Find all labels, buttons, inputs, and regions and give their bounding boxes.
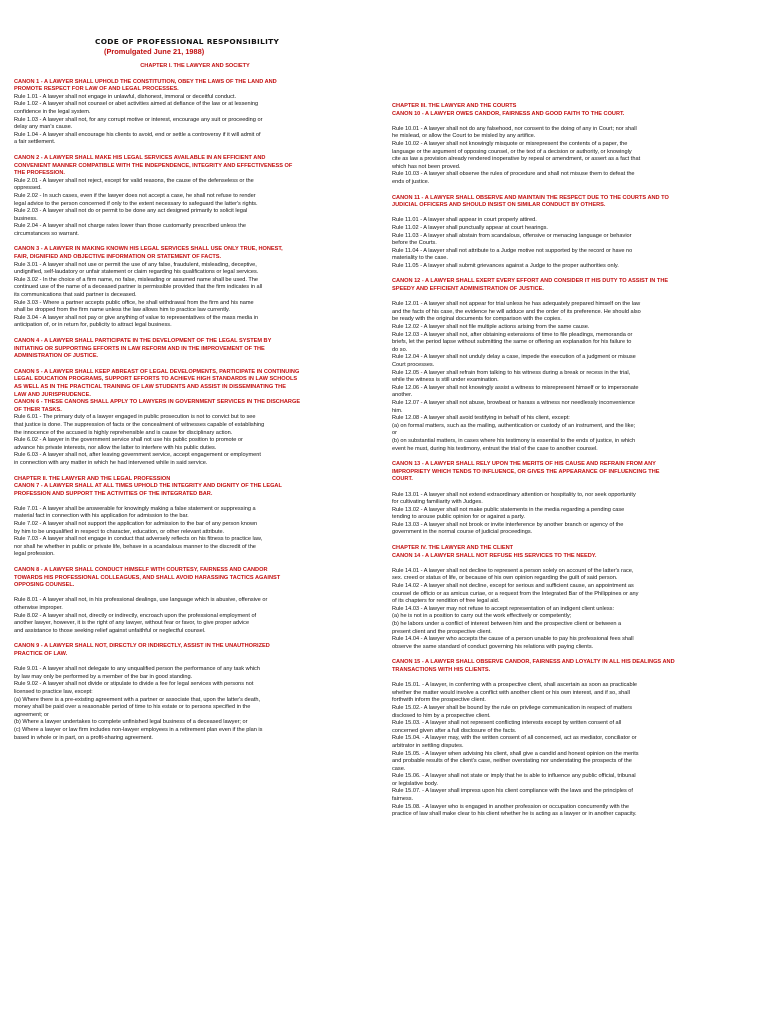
- rule-text: Rule 15.03. - A lawyer shall not represent conflicting interests except by written consent of all: [392, 720, 622, 727]
- rule-text: Rule 9.01 - A lawyer shall not delegate to any unqualified person the performance of any task which: [14, 666, 260, 673]
- rule-text: ends of justice.: [392, 178, 430, 185]
- canon-section: [392, 195, 754, 271]
- rule-text: [14, 498, 376, 506]
- rule-text: Rule 13.02 - A lawyer shall not make public statements in the media regarding a pending case: [392, 506, 625, 513]
- rule-text: arbitrator in settling disputes.: [392, 742, 464, 749]
- rule-text: Rule 14.02 - A lawyer shall not decline, except for serious and sufficient cause, an appointment as: [392, 583, 634, 590]
- rule-text: Rule 8.02 - A lawyer shall not, directly or indirectly, encroach upon the professional employment of: [14, 612, 257, 619]
- rule-text: concerned given after a full disclosure of the facts.: [392, 727, 517, 734]
- section-heading: CANON 11 - A LAWYER SHALL OBSERVE AND MAINTAIN THE RESPECT DUE TO THE COURTS AND TO: [392, 194, 669, 201]
- rule-text: Rule 11.04 - A lawyer shall not attribute to a Judge motive not supported by the record or have no: [392, 247, 633, 254]
- rule-text: in connection with any matter in which he had intervened while in said service.: [14, 459, 208, 466]
- rule-text: disclosed to him by a prospective client.: [392, 712, 491, 719]
- rule-text: material fact in connection with his application for admission to the bar.: [14, 513, 189, 520]
- rule-text: Rule 14.01 - A lawyer shall not decline to represent a person solely on account of the latter's race,: [392, 567, 634, 574]
- rule-text: Rule 2.01 - A lawyer shall not reject, except for valid reasons, the cause of the defenseless or the: [14, 177, 254, 184]
- rule-text: by law may only be performed by a member of the bar in good standing.: [14, 673, 193, 680]
- rule-text: Rule 13.03 - A lawyer shall not brook or invite interference by another branch or agency of the: [392, 521, 624, 528]
- rule-text: for cultivating familiarity with Judges.: [392, 499, 483, 506]
- rule-text: oppressed.: [14, 185, 42, 192]
- rule-text: (b) Where a lawyer undertakes to complete unfinished legal business of a deceased lawyer; or: [14, 719, 248, 726]
- rule-text: shall be dropped from the firm name unless the law allows him to practice law currently.: [14, 307, 230, 314]
- canon-section: [392, 545, 754, 651]
- rule-text: Rule 11.03 - A lawyer shall abstain from scandalous, offensive or menacing language or behavior: [392, 232, 632, 239]
- canon-section: [392, 278, 754, 453]
- rule-text: advance his private interests, nor allow the latter to interfere with his public duties.: [14, 444, 217, 451]
- rule-text: Rule 6.02 - A lawyer in the government service shall not use his public position to promote or: [14, 437, 243, 444]
- right-column: [392, 103, 754, 827]
- section-heading: CANON 1 - A LAWYER SHALL UPHOLD THE CONSTITUTION, OBEY THE LAWS OF THE LAND AND: [14, 78, 277, 85]
- rule-text: and the facts of his case, the evidence he will adduce and the order of its preference. He should also: [392, 308, 641, 315]
- rule-text: Rule 11.01 - A lawyer shall appear in court properly attired.: [392, 217, 537, 224]
- rule-text: Rule 6.01 - The primary duty of a lawyer engaged in public prosecution is not to convict but to see: [14, 414, 256, 421]
- section-heading: FAIR, DIGNIFIED AND OBJECTIVE INFORMATION OR STATEMENT OF FACTS.: [14, 254, 222, 261]
- section-heading: CANON 6 - THESE CANONS SHALL APPLY TO LAWYERS IN GOVERNMENT SERVICES IN THE DISCHARGE: [14, 399, 301, 406]
- rule-text: Rule 15.04. - A lawyer may, with the written consent of all concerned, act as mediator, conciliator or: [392, 735, 637, 742]
- rule-text: Rule 12.04 - A lawyer shall not unduly delay a case, impede the execution of a judgment or misuse: [392, 354, 636, 361]
- canon-section: [14, 79, 376, 147]
- rule-text: Rule 3.02 - In the choice of a firm name, no false, misleading or assumed name shall be used. The: [14, 276, 258, 283]
- canon-section: [14, 567, 376, 635]
- rule-text: [392, 484, 754, 492]
- rule-text: continued use of the name of a deceased partner is permissible provided that the firm indicates in all: [14, 284, 263, 291]
- rule-text: do so.: [392, 346, 408, 353]
- section-heading: LEGAL EDUCATION PROGRAMS, SUPPORT EFFORTS TO ACHIEVE HIGH STANDARDS IN LAW SCHOOLS: [14, 376, 298, 383]
- rule-text: (a) on formal matters, such as the mailing, authentication or custody of an instrument, and the like;: [392, 422, 636, 429]
- section-heading: CHAPTER I. THE LAWYER AND SOCIETY: [140, 63, 250, 69]
- section-heading: TOWARDS HIS PROFESSIONAL COLLEAGUES, AND SHALL AVOID HARASSING TACTICS AGAINST: [14, 574, 281, 581]
- canon-section: [14, 155, 376, 239]
- rule-text: Rule 12.08 - A lawyer shall avoid testifying in behalf of his client, except:: [392, 415, 570, 422]
- rule-text: present client and the prospective client.: [392, 628, 492, 635]
- rule-text: a fair settlement.: [14, 139, 56, 146]
- rule-text: he mislead, or allow the Court to be misled by any artifice.: [392, 133, 536, 140]
- rule-text: undignified, self-laudatory or unfair statement or claim regarding his qualifications or legal services.: [14, 269, 259, 276]
- rule-text: Rule 3.03 - Where a partner accepts public office, he shall withdrawal from the firm and his name: [14, 299, 254, 306]
- section-heading: CANON 13 - A LAWYER SHALL RELY UPON THE MERITS OF HIS CAUSE AND REFRAIN FROM ANY: [392, 461, 656, 468]
- rule-text: delay any man's cause.: [14, 124, 73, 131]
- section-heading: ADMINISTRATION OF JUSTICE.: [14, 353, 99, 360]
- rule-text: Court processes.: [392, 362, 435, 368]
- rule-text: Rule 11.05 - A lawyer shall submit grievances against a Judge to the proper authorities only.: [392, 262, 619, 269]
- section-heading: LAW AND JURISPRUDENCE.: [14, 391, 91, 398]
- canon-section: [14, 476, 376, 560]
- section-heading: TRANSACTIONS WITH HIS CLIENTS.: [392, 666, 491, 673]
- rule-text: Rule 6.03 - A lawyer shall not, after leaving government service, accept engagement or employment: [14, 452, 261, 459]
- rule-text: cite as law a provision already rendered inoperative by repeal or amendment, or assert as a fact that: [392, 156, 641, 163]
- section-heading: JUDICIAL OFFICERS AND SHOULD INSIST ON SIMILAR CONDUCT BY OTHERS.: [392, 202, 606, 209]
- rule-text: nor shall he whether in public or private life, behave in a scandalous manner to the discredit of the: [14, 543, 256, 550]
- rule-text: legal profession.: [14, 551, 55, 558]
- rule-text: based in whole or in part, on a profit-sharing agreement.: [14, 734, 153, 741]
- rule-text: briefs, let the period lapse without submitting the same or offering an explanation for his failure to: [392, 339, 632, 346]
- rule-text: [392, 210, 754, 218]
- rule-text: Rule 2.03 - A lawyer shall not do or permit to be done any act designed primarily to solicit legal: [14, 208, 248, 215]
- rule-text: [14, 590, 376, 598]
- rule-text: Rule 12.01 - A lawyer shall not appear for trial unless he has adequately prepared himself on the law: [392, 301, 641, 308]
- rule-text: tending to arouse public opinion for or against a party.: [392, 514, 525, 521]
- section-heading: CHAPTER IV. THE LAWYER AND THE CLIENT: [392, 545, 514, 552]
- canon-section: [14, 246, 376, 330]
- rule-text: Rule 15.07. - A lawyer shall impress upon his client compliance with the laws and the principles of: [392, 788, 633, 795]
- rule-text: be ready with the original documents for comparison with the copies.: [392, 316, 562, 323]
- rule-text: Rule 11.02 - A lawyer shall punctually appear at court hearings.: [392, 224, 548, 231]
- rule-text: before the Courts.: [392, 240, 437, 247]
- document-subtitle: (Promulgated June 21, 1988): [104, 47, 205, 56]
- rule-text: counsel de officio or as amicus curiae, or a request from the Integrated Bar of the Philippines or any: [392, 590, 639, 597]
- rule-text: Rule 15.08. - A lawyer who is engaged in another profession or occupation concurrently with the: [392, 803, 629, 810]
- section-heading: CANON 3 - A LAWYER IN MAKING KNOWN HIS LEGAL SERVICES SHALL USE ONLY TRUE, HONEST,: [14, 246, 283, 253]
- canon-section: [392, 461, 754, 537]
- rule-text: Rule 10.01 - A lawyer shall not do any falsehood, nor consent to the doing of any in Court; nor shall: [392, 125, 637, 132]
- rule-text: Rule 15.01. - A lawyer, in conferring with a prospective client, shall ascertain as soon as practicable: [392, 682, 638, 689]
- rule-text: circumstances so warrant.: [14, 230, 79, 237]
- rule-text: licensed to practice law, except:: [14, 688, 93, 695]
- rule-text: Rule 12.02 - A lawyer shall not file multiple actions arising from the same cause.: [392, 324, 590, 331]
- section-heading: CHAPTER II. THE LAWYER AND THE LEGAL PROFESSION: [14, 475, 171, 482]
- rule-text: the innocence of the accused is highly reprehensible and is cause for disciplinary action.: [14, 429, 233, 436]
- rule-text: Rule 2.04 - A lawyer shall not charge rates lower than those customarily prescribed unless the: [14, 223, 246, 230]
- rule-text: Rule 12.07 - A lawyer shall not abuse, browbeat or harass a witness nor needlessly inconvenience: [392, 399, 635, 406]
- rule-text: event he must, during his testimony, entrust the trial of the case to another counsel.: [392, 445, 598, 452]
- section-heading: CANON 4 - A LAWYER SHALL PARTICIPATE IN THE DEVELOPMENT OF THE LEGAL SYSTEM BY: [14, 338, 272, 344]
- rule-text: (a) he is not in a position to carry out the work effectively or competently;: [392, 613, 572, 620]
- rule-text: Rule 1.03 - A lawyer shall not, for any corrupt motive or interest, encourage any suit or proceeding or: [14, 116, 263, 123]
- rule-text: Rule 7.02 - A lawyer shall not support the application for admission to the bar of any person known: [14, 521, 258, 528]
- rule-text: money shall be paid over a reasonable period of time to his estate or to persons specified in the: [14, 704, 251, 711]
- section-heading: CANON 8 - A LAWYER SHALL CONDUCT HIMSELF WITH COURTESY, FAIRNESS AND CANDOR: [14, 567, 268, 574]
- rule-text: Rule 3.04 - A lawyer shall not pay or give anything of value to representatives of the mass media in: [14, 314, 259, 321]
- rule-text: Rule 12.03 - A lawyer shall not, after obtaining extensions of time to file pleadings, memoranda or: [392, 331, 633, 338]
- rule-text: its communications that said partner is deceased.: [14, 292, 137, 299]
- rule-text: case.: [392, 765, 406, 772]
- rule-text: [392, 294, 754, 302]
- rule-text: legal advice to the person concerned if only to the extent necessary to safeguard the latter's rights.: [14, 200, 258, 207]
- rule-text: confidence in the legal system.: [14, 108, 91, 115]
- section-heading: CANON 7 - A LAWYER SHALL AT ALL TIMES UPHOLD THE INTEGRITY AND DIGNITY OF THE LEGAL: [14, 483, 282, 490]
- section-heading: PRACTICE OF LAW.: [14, 650, 68, 657]
- rule-text: Rule 3.01 - A lawyer shall not use or permit the use of any false, fraudulent, misleading, deceptive,: [14, 261, 257, 268]
- section-heading: PROMOTE RESPECT FOR LAW OF AND LEGAL PROCESSES.: [14, 86, 179, 93]
- rule-text: another.: [392, 392, 413, 399]
- section-heading: CANON 10 - A LAWYER OWES CANDOR, FAIRNESS AND GOOD FAITH TO THE COURT.: [392, 110, 625, 117]
- rule-text: by him to be unqualified in respect to character, education, or other relevant attribute.: [14, 528, 225, 535]
- rule-text: Rule 15.02.- A lawyer shall be bound by the rule on privilege communication in respect of matters: [392, 704, 633, 711]
- section-heading: OPPOSING COUNSEL.: [14, 582, 75, 589]
- rule-text: business.: [14, 215, 38, 222]
- rule-text: [392, 118, 754, 126]
- section-heading: THE PROFESSION.: [14, 170, 65, 177]
- section-heading: CANON 9 - A LAWYER SHALL NOT, DIRECTLY OR INDIRECTLY, ASSIST IN THE UNAUTHORIZED: [14, 643, 270, 650]
- section-heading: CANON 2 - A LAWYER SHALL MAKE HIS LEGAL SERVICES AVAILABLE IN AN EFFICIENT AND: [14, 154, 266, 161]
- rule-text: Rule 1.02 - A lawyer shall not counsel or abet activities aimed at defiance of the law or at lessening: [14, 101, 259, 108]
- section-heading: CANON 15 - A LAWYER SHALL OBSERVE CANDOR, FAIRNESS AND LOYALTY IN ALL HIS DEALINGS AND: [392, 659, 675, 666]
- rule-text: Rule 15.05. - A lawyer when advising his client, shall give a candid and honest opinion on the merits: [392, 750, 639, 757]
- rule-text: (a) Where there is a pre-existing agreement with a partner or associate that, upon the latter's death,: [14, 696, 261, 703]
- rule-text: or legislative body.: [392, 780, 438, 787]
- rule-text: forthwith inform the prospective client.: [392, 697, 486, 704]
- rule-text: language or the argument of opposing counsel, or the text of a decision or authority, or knowingly: [392, 148, 632, 155]
- rule-text: (b) he labors under a conflict of interest between him and the prospective client or between a: [392, 621, 622, 627]
- rule-text: Rule 10.02 - A lawyer shall not knowingly misquote or misrepresent the contents of a paper, the: [392, 140, 628, 147]
- canon-section: [392, 659, 754, 818]
- rule-text: practice of law shall make clear to his client whether he is acting as a lawyer or in another capacity.: [392, 811, 637, 818]
- section-heading: SPEEDY AND EFFICIENT ADMINISTRATION OF JUSTICE.: [392, 286, 544, 293]
- rule-text: fairness.: [392, 796, 414, 803]
- rule-text: and assistance to those seeking relief against unfaithful or neglectful counsel.: [14, 627, 206, 634]
- rule-text: and probable results of the client's case, neither overstating nor understating the prospects of the: [392, 758, 632, 765]
- rule-text: Rule 7.01 - A lawyer shall be answerable for knowingly making a false statement or suppressing a: [14, 505, 256, 512]
- rule-text: [14, 659, 376, 667]
- left-column: [14, 63, 376, 750]
- section-heading: INITIATING OR SUPPORTING EFFORTS IN LAW REFORM AND IN THE IMPROVEMENT OF THE: [14, 345, 265, 352]
- section-heading: OF THEIR TASKS.: [14, 406, 62, 413]
- section-heading: AS WELL AS IN THE PRACTICAL TRAINING OF LAW STUDENTS AND ASSIST IN DISSEMINATING THE: [14, 383, 286, 390]
- section-heading: CONVENIENT MANNER COMPATIBLE WITH THE INDEPENDENCE, INTEGRITY AND EFFECTIVENESS OF: [14, 162, 293, 169]
- rule-text: Rule 14.04 - A lawyer who accepts the cause of a person unable to pay his professional fees shall: [392, 636, 634, 643]
- rule-text: agreement; or: [14, 711, 49, 718]
- rule-text: otherwise improper.: [14, 605, 63, 611]
- section-heading: CANON 5 - A LAWYER SHALL KEEP ABREAST OF LEGAL DEVELOPMENTS, PARTICIPATE IN CONTINUING: [14, 368, 300, 375]
- rule-text: while the witness is still under examination.: [392, 377, 499, 384]
- rule-text: Rule 9.02 - A lawyer shall not divide or stipulate to divide a fee for legal services with persons not: [14, 681, 254, 688]
- rule-text: Rule 1.04 - A lawyer shall encourage his clients to avoid, end or settle a controversy if it will admit of: [14, 131, 261, 138]
- rule-text: Rule 2.02 - In such cases, even if the lawyer does not accept a case, he shall not refuse to render: [14, 192, 256, 199]
- rule-text: government in the normal course of judicial proceedings.: [392, 529, 533, 536]
- rule-text: Rule 7.03 - A lawyer shall not engage in conduct that adversely reflects on his fitness to practice law,: [14, 536, 263, 543]
- rule-text: of its chapters for rendition of free legal aid.: [392, 598, 500, 605]
- rule-text: Rule 12.05 - A lawyer shall refrain from talking to his witness during a break or recess in the trial,: [392, 369, 631, 376]
- rule-text: Rule 13.01 - A lawyer shall not extend extraordinary attention or hospitality to, nor seek opportunity: [392, 491, 636, 498]
- section-heading: COURT.: [392, 476, 413, 483]
- section-heading: PROFESSION AND SUPPORT THE ACTIVITIES OF THE INTEGRATED BAR.: [14, 490, 213, 497]
- canon-section: [14, 369, 376, 468]
- canon-section: [14, 63, 376, 71]
- canon-section: [14, 338, 376, 361]
- rule-text: Rule 1.01 - A lawyer shall not engage in unlawful, dishonest, immoral or deceitful conduct.: [14, 93, 237, 100]
- rule-text: him.: [392, 407, 403, 414]
- rule-text: [392, 675, 754, 683]
- canon-section: [14, 643, 376, 742]
- rule-text: which has not been proved.: [392, 163, 461, 170]
- section-heading: IMPROPRIETY WHICH TENDS TO INFLUENCE, OR GIVES THE APPEARANCE OF INFLUENCING THE: [392, 468, 660, 475]
- rule-text: Rule 15.06. - A lawyer shall not state or imply that he is able to influence any public official, tribunal: [392, 773, 636, 780]
- rule-text: (c) Where a lawyer or law firm includes non-lawyer employees in a retirement plan even if the plan is: [14, 726, 263, 733]
- document-title: CODE OF PROFESSIONAL RESPONSIBILITY: [95, 37, 280, 46]
- rule-text: sex. creed or status of life, or because of his own opinion regarding the guilt of said person.: [392, 575, 618, 582]
- rule-text: [392, 560, 754, 568]
- rule-text: anticipation of, or in return for, publicity to attract legal business.: [14, 322, 172, 329]
- rule-text: observe the same standard of conduct governing his relations with paying clients.: [392, 643, 594, 650]
- rule-text: Rule 10.03 - A lawyer shall observe the rules of procedure and shall not misuse them to defeat the: [392, 171, 635, 178]
- section-heading: CHAPTER III. THE LAWYER AND THE COURTS: [392, 103, 517, 109]
- rule-text: Rule 8.01 - A lawyer shall not, in his professional dealings, use language which is abusive, offensive or: [14, 597, 268, 604]
- rule-text: another lawyer, however, it is the right of any lawyer, without fear or favor, to give proper advice: [14, 620, 250, 627]
- rule-text: (b) on substantial matters, in cases where his testimony is essential to the ends of justice, in which: [392, 437, 636, 444]
- rule-text: that justice is done. The suppression of facts or the concealment of witnesses capable of establishing: [14, 421, 265, 428]
- canon-section: [392, 103, 754, 187]
- rule-text: Rule 12.06 - A lawyer shall not knowingly assist a witness to misrepresent himself or to impersonate: [392, 384, 639, 391]
- rule-text: Rule 14.03 - A lawyer may not refuse to accept representation of an indigent client unless:: [392, 605, 615, 612]
- section-heading: CANON 12 - A LAWYER SHALL EXERT EVERY EFFORT AND CONSIDER IT HIS DUTY TO ASSIST IN THE: [392, 278, 669, 285]
- section-heading: CANON 14 - A LAWYER SHALL NOT REFUSE HIS SERVICES TO THE NEEDY.: [392, 552, 597, 559]
- rule-text: or: [392, 430, 397, 437]
- rule-text: materiality to the case.: [392, 255, 448, 262]
- rule-text: whether the matter would involve a conflict with another client or his own interest, and if so, shall: [392, 689, 630, 696]
